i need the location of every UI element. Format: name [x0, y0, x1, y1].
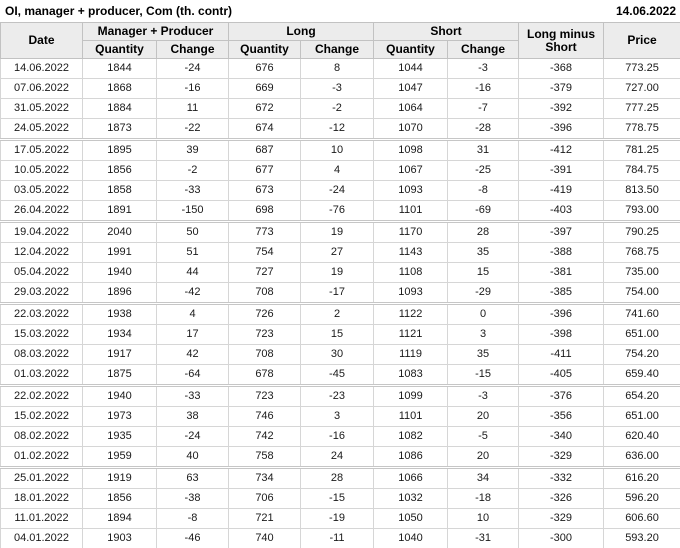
price-cell: 654.20: [604, 386, 680, 407]
short-change-cell: 31: [448, 140, 519, 161]
mp-quantity-cell: 1935: [83, 427, 157, 447]
date-cell: 15.02.2022: [1, 407, 83, 427]
short-change-cell: 10: [448, 509, 519, 529]
long-quantity-cell: 678: [229, 365, 301, 386]
price-cell: 596.20: [604, 489, 680, 509]
long-minus-short-cell: -411: [519, 345, 604, 365]
mp-change-cell: 39: [157, 140, 229, 161]
short-quantity-cell: 1064: [374, 99, 448, 119]
mp-quantity-cell: 1903: [83, 529, 157, 548]
table-row: [1, 509, 680, 529]
short-change-cell: -18: [448, 489, 519, 509]
long-quantity-cell: 742: [229, 427, 301, 447]
date-cell: 25.01.2022: [1, 468, 83, 489]
date-cell: 11.01.2022: [1, 509, 83, 529]
table-row: [1, 181, 680, 201]
price-cell: 616.20: [604, 468, 680, 489]
short-quantity-cell: 1101: [374, 407, 448, 427]
table-row: [1, 468, 680, 489]
table-row: [1, 427, 680, 447]
short-quantity-cell: 1099: [374, 386, 448, 407]
long-minus-short-cell: -396: [519, 304, 604, 325]
long-change-cell: 8: [301, 59, 374, 79]
title-bar: [0, 0, 680, 22]
long-quantity-cell: 723: [229, 386, 301, 407]
short-quantity-cell: 1066: [374, 468, 448, 489]
short-change-cell: -28: [448, 119, 519, 140]
date-cell: 17.05.2022: [1, 140, 83, 161]
mp-change-cell: 42: [157, 345, 229, 365]
date-cell: 01.03.2022: [1, 365, 83, 386]
table-row: [1, 365, 680, 386]
table-row: [1, 161, 680, 181]
long-minus-short-cell: -300: [519, 529, 604, 548]
date-cell: 14.06.2022: [1, 59, 83, 79]
long-quantity-cell: 721: [229, 509, 301, 529]
long-minus-short-cell: -326: [519, 489, 604, 509]
long-change-cell: -76: [301, 201, 374, 222]
short-quantity-cell: 1119: [374, 345, 448, 365]
mp-quantity-cell: 1873: [83, 119, 157, 140]
mp-quantity-cell: 1940: [83, 386, 157, 407]
short-change-cell: 3: [448, 325, 519, 345]
mp-change-cell: -33: [157, 386, 229, 407]
date-cell: 31.05.2022: [1, 99, 83, 119]
short-quantity-cell: 1047: [374, 79, 448, 99]
long-change-cell: -11: [301, 529, 374, 548]
mp-change-cell: 4: [157, 304, 229, 325]
short-change-cell: 35: [448, 345, 519, 365]
table-row: [1, 119, 680, 140]
long-quantity-cell: 773: [229, 222, 301, 243]
long-quantity-cell: 754: [229, 243, 301, 263]
short-quantity-cell: 1101: [374, 201, 448, 222]
header-long-minus-short: Long minus Short: [519, 23, 604, 59]
long-change-cell: -15: [301, 489, 374, 509]
mp-quantity-cell: 1844: [83, 59, 157, 79]
mp-quantity-cell: 1934: [83, 325, 157, 345]
header-short: Short: [374, 23, 519, 41]
short-quantity-cell: 1070: [374, 119, 448, 140]
date-cell: 10.05.2022: [1, 161, 83, 181]
price-cell: 784.75: [604, 161, 680, 181]
mp-quantity-cell: 1856: [83, 489, 157, 509]
short-change-cell: -5: [448, 427, 519, 447]
long-minus-short-cell: -405: [519, 365, 604, 386]
header-manager-producer: Manager + Producer: [83, 23, 229, 41]
short-quantity-cell: 1086: [374, 447, 448, 468]
header-short-quantity: Quantity: [374, 41, 448, 59]
mp-change-cell: -150: [157, 201, 229, 222]
long-change-cell: 3: [301, 407, 374, 427]
short-quantity-cell: 1093: [374, 181, 448, 201]
price-cell: 651.00: [604, 407, 680, 427]
price-cell: 620.40: [604, 427, 680, 447]
price-cell: 754.00: [604, 283, 680, 304]
long-change-cell: 27: [301, 243, 374, 263]
short-change-cell: 15: [448, 263, 519, 283]
header-long-quantity: Quantity: [229, 41, 301, 59]
table-body: [1, 59, 680, 548]
date-cell: 03.05.2022: [1, 181, 83, 201]
price-cell: 727.00: [604, 79, 680, 99]
long-change-cell: 4: [301, 161, 374, 181]
table-row: [1, 489, 680, 509]
date-cell: 29.03.2022: [1, 283, 83, 304]
header-long: Long: [229, 23, 374, 41]
header-date: Date: [1, 23, 83, 59]
short-quantity-cell: 1098: [374, 140, 448, 161]
date-cell: 12.04.2022: [1, 243, 83, 263]
mp-quantity-cell: 2040: [83, 222, 157, 243]
price-cell: 773.25: [604, 59, 680, 79]
mp-change-cell: 11: [157, 99, 229, 119]
long-minus-short-cell: -381: [519, 263, 604, 283]
table-row: [1, 140, 680, 161]
mp-change-cell: -46: [157, 529, 229, 548]
mp-quantity-cell: 1856: [83, 161, 157, 181]
table-row: [1, 59, 680, 79]
price-cell: 754.20: [604, 345, 680, 365]
table-row: [1, 79, 680, 99]
long-quantity-cell: 669: [229, 79, 301, 99]
date-cell: 08.03.2022: [1, 345, 83, 365]
long-change-cell: 19: [301, 263, 374, 283]
long-minus-short-cell: -412: [519, 140, 604, 161]
price-cell: 593.20: [604, 529, 680, 548]
header-long-change: Change: [301, 41, 374, 59]
header-mp-change: Change: [157, 41, 229, 59]
mp-quantity-cell: 1868: [83, 79, 157, 99]
long-quantity-cell: 672: [229, 99, 301, 119]
long-change-cell: -24: [301, 181, 374, 201]
table-row: [1, 386, 680, 407]
mp-change-cell: 51: [157, 243, 229, 263]
mp-change-cell: -64: [157, 365, 229, 386]
long-quantity-cell: 734: [229, 468, 301, 489]
date-cell: 24.05.2022: [1, 119, 83, 140]
long-change-cell: 28: [301, 468, 374, 489]
short-quantity-cell: 1170: [374, 222, 448, 243]
table-row: [1, 345, 680, 365]
date-cell: 15.03.2022: [1, 325, 83, 345]
mp-change-cell: -16: [157, 79, 229, 99]
short-change-cell: -31: [448, 529, 519, 548]
long-quantity-cell: 674: [229, 119, 301, 140]
long-change-cell: -45: [301, 365, 374, 386]
long-minus-short-cell: -332: [519, 468, 604, 489]
header-short-change: Change: [448, 41, 519, 59]
short-quantity-cell: 1050: [374, 509, 448, 529]
long-minus-short-cell: -368: [519, 59, 604, 79]
short-change-cell: 34: [448, 468, 519, 489]
short-change-cell: -15: [448, 365, 519, 386]
long-minus-short-cell: -356: [519, 407, 604, 427]
mp-quantity-cell: 1875: [83, 365, 157, 386]
short-quantity-cell: 1093: [374, 283, 448, 304]
long-minus-short-cell: -329: [519, 509, 604, 529]
mp-quantity-cell: 1959: [83, 447, 157, 468]
short-change-cell: -25: [448, 161, 519, 181]
mp-change-cell: -24: [157, 59, 229, 79]
date-cell: 26.04.2022: [1, 201, 83, 222]
price-cell: 793.00: [604, 201, 680, 222]
short-change-cell: 20: [448, 447, 519, 468]
header-price: Price: [604, 23, 680, 59]
price-cell: 790.25: [604, 222, 680, 243]
short-quantity-cell: 1067: [374, 161, 448, 181]
short-change-cell: 35: [448, 243, 519, 263]
date-cell: 19.04.2022: [1, 222, 83, 243]
table-row: [1, 283, 680, 304]
long-quantity-cell: 758: [229, 447, 301, 468]
short-change-cell: -7: [448, 99, 519, 119]
mp-change-cell: -8: [157, 509, 229, 529]
short-change-cell: 28: [448, 222, 519, 243]
long-change-cell: 24: [301, 447, 374, 468]
table-row: [1, 201, 680, 222]
long-change-cell: -12: [301, 119, 374, 140]
header-mp-quantity: Quantity: [83, 41, 157, 59]
mp-quantity-cell: 1891: [83, 201, 157, 222]
page-title: OI, manager + producer, Com (th. contr): [5, 4, 233, 18]
mp-quantity-cell: 1938: [83, 304, 157, 325]
mp-change-cell: -42: [157, 283, 229, 304]
long-quantity-cell: 727: [229, 263, 301, 283]
table-row: [1, 263, 680, 283]
long-quantity-cell: 677: [229, 161, 301, 181]
date-cell: 22.03.2022: [1, 304, 83, 325]
price-cell: 651.00: [604, 325, 680, 345]
long-minus-short-cell: -376: [519, 386, 604, 407]
mp-change-cell: 63: [157, 468, 229, 489]
price-cell: 768.75: [604, 243, 680, 263]
mp-quantity-cell: 1896: [83, 283, 157, 304]
short-quantity-cell: 1143: [374, 243, 448, 263]
long-minus-short-cell: -329: [519, 447, 604, 468]
long-quantity-cell: 698: [229, 201, 301, 222]
mp-change-cell: -22: [157, 119, 229, 140]
price-cell: 636.00: [604, 447, 680, 468]
long-quantity-cell: 723: [229, 325, 301, 345]
report-date: 14.06.2022: [615, 4, 676, 18]
long-quantity-cell: 726: [229, 304, 301, 325]
mp-change-cell: -2: [157, 161, 229, 181]
table-row: [1, 447, 680, 468]
short-change-cell: -29: [448, 283, 519, 304]
date-cell: 04.01.2022: [1, 529, 83, 548]
mp-quantity-cell: 1858: [83, 181, 157, 201]
price-cell: 777.25: [604, 99, 680, 119]
long-minus-short-cell: -385: [519, 283, 604, 304]
date-cell: 05.04.2022: [1, 263, 83, 283]
long-quantity-cell: 708: [229, 345, 301, 365]
table-row: [1, 99, 680, 119]
short-quantity-cell: 1083: [374, 365, 448, 386]
mp-change-cell: 44: [157, 263, 229, 283]
mp-quantity-cell: 1895: [83, 140, 157, 161]
price-cell: 781.25: [604, 140, 680, 161]
table-row: [1, 222, 680, 243]
long-minus-short-cell: -388: [519, 243, 604, 263]
long-quantity-cell: 708: [229, 283, 301, 304]
short-change-cell: 20: [448, 407, 519, 427]
long-change-cell: 10: [301, 140, 374, 161]
short-quantity-cell: 1044: [374, 59, 448, 79]
long-quantity-cell: 687: [229, 140, 301, 161]
mp-change-cell: 50: [157, 222, 229, 243]
short-change-cell: -3: [448, 59, 519, 79]
long-minus-short-cell: -340: [519, 427, 604, 447]
date-cell: 07.06.2022: [1, 79, 83, 99]
mp-quantity-cell: 1919: [83, 468, 157, 489]
mp-quantity-cell: 1917: [83, 345, 157, 365]
mp-change-cell: 17: [157, 325, 229, 345]
short-quantity-cell: 1032: [374, 489, 448, 509]
long-change-cell: 2: [301, 304, 374, 325]
mp-change-cell: 38: [157, 407, 229, 427]
mp-quantity-cell: 1940: [83, 263, 157, 283]
date-cell: 01.02.2022: [1, 447, 83, 468]
long-change-cell: -23: [301, 386, 374, 407]
long-minus-short-cell: -379: [519, 79, 604, 99]
price-cell: 606.60: [604, 509, 680, 529]
long-minus-short-cell: -392: [519, 99, 604, 119]
long-change-cell: 15: [301, 325, 374, 345]
date-cell: 22.02.2022: [1, 386, 83, 407]
price-cell: 741.60: [604, 304, 680, 325]
long-minus-short-cell: -391: [519, 161, 604, 181]
header-row-groups: [1, 23, 680, 41]
long-minus-short-cell: -419: [519, 181, 604, 201]
long-minus-short-cell: -397: [519, 222, 604, 243]
mp-change-cell: 40: [157, 447, 229, 468]
mp-quantity-cell: 1973: [83, 407, 157, 427]
table-row: [1, 325, 680, 345]
mp-quantity-cell: 1894: [83, 509, 157, 529]
long-change-cell: -2: [301, 99, 374, 119]
short-quantity-cell: 1040: [374, 529, 448, 548]
long-quantity-cell: 673: [229, 181, 301, 201]
mp-change-cell: -24: [157, 427, 229, 447]
short-quantity-cell: 1082: [374, 427, 448, 447]
mp-quantity-cell: 1991: [83, 243, 157, 263]
short-quantity-cell: 1108: [374, 263, 448, 283]
cot-table: [0, 22, 680, 548]
table-row: [1, 304, 680, 325]
price-cell: 659.40: [604, 365, 680, 386]
mp-change-cell: -33: [157, 181, 229, 201]
mp-quantity-cell: 1884: [83, 99, 157, 119]
long-change-cell: 19: [301, 222, 374, 243]
price-cell: 778.75: [604, 119, 680, 140]
long-quantity-cell: 740: [229, 529, 301, 548]
table-row: [1, 529, 680, 548]
short-quantity-cell: 1121: [374, 325, 448, 345]
long-change-cell: 30: [301, 345, 374, 365]
long-change-cell: -16: [301, 427, 374, 447]
date-cell: 18.01.2022: [1, 489, 83, 509]
long-quantity-cell: 746: [229, 407, 301, 427]
short-change-cell: -8: [448, 181, 519, 201]
short-quantity-cell: 1122: [374, 304, 448, 325]
long-quantity-cell: 676: [229, 59, 301, 79]
table-row: [1, 243, 680, 263]
short-change-cell: -3: [448, 386, 519, 407]
table-row: [1, 407, 680, 427]
mp-change-cell: -38: [157, 489, 229, 509]
price-cell: 735.00: [604, 263, 680, 283]
long-change-cell: -3: [301, 79, 374, 99]
price-cell: 813.50: [604, 181, 680, 201]
long-minus-short-cell: -398: [519, 325, 604, 345]
short-change-cell: -69: [448, 201, 519, 222]
long-change-cell: -19: [301, 509, 374, 529]
long-minus-short-cell: -403: [519, 201, 604, 222]
long-quantity-cell: 706: [229, 489, 301, 509]
short-change-cell: -16: [448, 79, 519, 99]
short-change-cell: 0: [448, 304, 519, 325]
table-header: [1, 23, 680, 59]
long-minus-short-cell: -396: [519, 119, 604, 140]
date-cell: 08.02.2022: [1, 427, 83, 447]
long-change-cell: -17: [301, 283, 374, 304]
